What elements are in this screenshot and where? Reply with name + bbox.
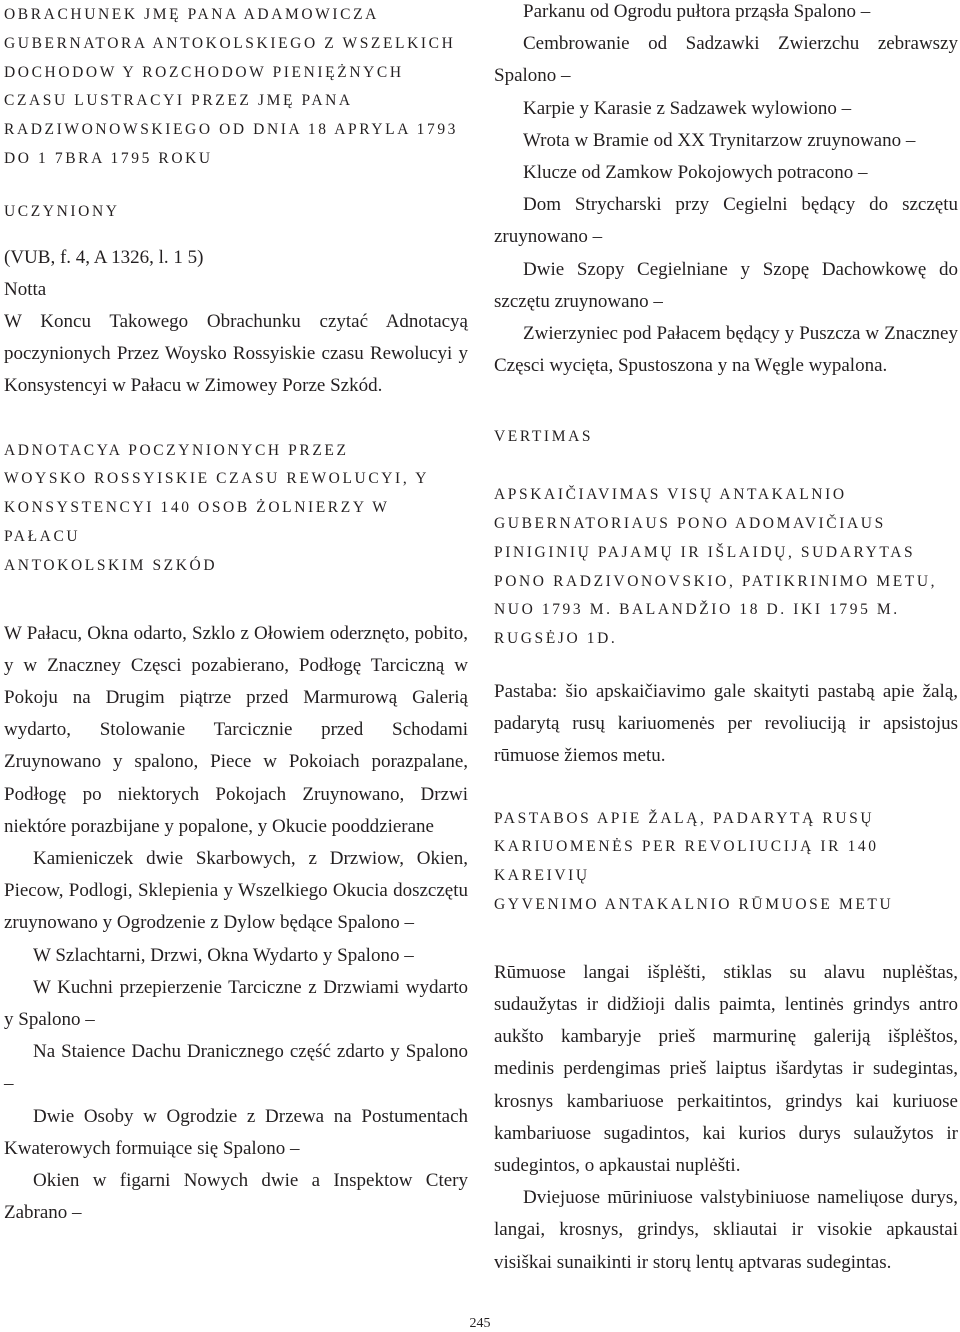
translation-title: [494, 481, 958, 654]
damage-entry: Na Staience Dachu Dranicznego część zdarto y Spalono –: [4, 1041, 468, 1095]
damage-entry: Karpie y Karasie z Sadzawek wylowiono –: [523, 97, 852, 119]
damage-entry: W Szlachtarni, Drzwi, Okna Wydarto y Spalono –: [33, 944, 414, 966]
translation-title-line: NUO 1793 M. BALANDŽIO 18 D. IKI 1795 M.: [494, 601, 900, 619]
damage-paragraph: W Pałacu, Okna odarto, Szklo z Ołowiem oderznęto, pobito, y w Znaczney Częsci pozabierano, Podłogę Tarciczną w Pokoju na Drugim piątrze przed Marmurową Galerią wydarto, Stolowanie Tarcicznie przed Schodami Zruynowano y spalono, Piece w Pokoiach porazpalane, Podłogę po niektorych Pokojach Zruynowano, Drzwi niektóre porazbijane y popalone, y Okucie pooddzierane: [4, 622, 468, 837]
left-column: [4, 0, 468, 1229]
title-line: RADZIWONOWSKIEGO OD DNIA 18 APRYLA 1793: [4, 121, 459, 139]
damage-entry: Parkanu od Ogrodu pułtora prząsła Spalono –: [523, 1, 871, 22]
damage-entry: Zwierzyniec pod Pałacem będący y Puszcza w Znaczney Częsci wycięta, Spustoszona y na Węgle wypalona.: [494, 323, 958, 377]
translation-section-heading: [494, 805, 958, 920]
translation-heading-line: GYVENIMO ANTAKALNIO RŪMUOSE METU: [494, 896, 894, 914]
translation-title-line: PINIGINIŲ PAJAMŲ IR IŠLAIDŲ, SUDARYTAS: [494, 543, 916, 561]
section-heading-line: ADNOTACYA POCZYNIONYCH PRZEZ: [4, 441, 349, 459]
document-title: [4, 0, 468, 227]
title-line: GUBERNATORA ANTOKOLSKIEGO Z WSZELKICH: [4, 34, 456, 52]
translation-title-line: APSKAIČIAVIMAS VISŲ ANTAKALNIO: [494, 486, 847, 504]
archive-reference: (VUB, f. 4, A 1326, l. 1 5): [4, 246, 204, 268]
notta-label: Notta: [4, 278, 47, 300]
damage-entry: Dwie Szopy Cegielniane y Szopę Dachowkowę do szczętu zruynowano –: [494, 258, 958, 312]
translation-title-line: GUBERNATORIAUS PONO ADOMAVIČIAUS: [494, 515, 886, 533]
damage-entry: Klucze od Zamkow Pokojowych potracono –: [523, 162, 868, 184]
page-number: 245: [469, 1316, 491, 1331]
section-heading-line: WOYSKO ROSSYISKIE CZASU REWOLUCYI, Y: [4, 470, 429, 488]
title-tail: UCZYNIONY: [4, 202, 120, 220]
section-heading-line: KONSYSTENCYI 140 OSOB ŻOLNIERZY W PAŁACU: [4, 499, 390, 545]
damage-entry: Cembrowanie od Sadzawki Zwierzchu zebrawszy Spalono –: [494, 33, 958, 87]
title-line: CZASU LUSTRACYI PRZEZ JMĘ PANA: [4, 92, 353, 110]
translation-title-line: RUGSĖJO 1D.: [494, 630, 618, 648]
title-line: DO 1 7BRA 1795 ROKU: [4, 149, 213, 167]
damage-entry: Okien w figarni Nowych dwie a Inspektow Ctery Zabrano –: [4, 1170, 468, 1224]
translation-paragraph: Rūmuose langai išplėšti, stiklas su alavu nuplėštas, sudaužytas ir didžioji dalis paimta, lentinės grindys antro aukšto kambaryje prieš marmurinę galeriją išplėštos, medinis perdengimas prieš laiptus išardytas ir sudegintas, krosnys kambariuose perkaitintos, grindys kai kuriuose kambariuose sugadintos, kai kurios durys sulaužytos ir sudegintos, o apkaustai nuplėšti.: [494, 961, 958, 1177]
title-line: OBRACHUNEK JMĘ PANA ADAMOWICZA: [4, 6, 379, 23]
damage-entry: Wrota w Bramie od XX Trynitarzow zruynowano –: [523, 129, 916, 151]
translation-heading-line: PASTABOS APIE ŽALĄ, PADARYTĄ RUSŲ: [494, 809, 875, 827]
translation-label: VERTIMAS: [494, 428, 594, 446]
section-heading: [4, 437, 468, 581]
damage-entry: W Kuchni przepierzenie Tarciczne z Drzwiami wydarto y Spalono –: [4, 976, 468, 1031]
title-line: DOCHODOW Y ROZCHODOW PIENIĘŻNYCH: [4, 63, 404, 81]
translation-note: Pastaba: šio apskaičiavimo gale skaityti pastabą apie žalą, padarytą rusų kariuomenės per revoliuciją ir apsistojus rūmuose žiemos metu.: [494, 681, 958, 767]
translation-paragraph: Dviejuose mūriniuose valstybiniuose nameliųose durys, langai, krosnys, grindys, skliautai ir visokie apkaustai visiškai sunaikinti ir storų lentų aptvaras sudegintas.: [494, 1187, 958, 1273]
section-heading-line: ANTOKOLSKIM SZKÓD: [4, 556, 218, 574]
damage-entry: Dwie Osoby w Ogrodzie z Drzewa na Postumentach Kwaterowych formuiące się Spalono –: [4, 1105, 468, 1159]
translation-heading-line: KARIUOMENĖS PER REVOLIUCIJĄ IR 140 KAREIVIŲ: [494, 838, 879, 885]
damage-entries-continued: [494, 0, 958, 382]
translation-title-line: PONO RADZIVONOVSKIO, PATIKRINIMO METU,: [494, 572, 938, 590]
notta-text: W Koncu Takowego Obrachunku czytać Adnotacyą poczynionych Przez Woysko Rossyiskie czasu Rewolucyi y Konsystencyi w Pałacu w Zimowey Porze Szkód.: [4, 310, 468, 397]
damage-entry: Dom Strycharski przy Cegielni będący do szczętu zruynowano –: [494, 194, 958, 248]
right-column: [494, 0, 958, 1279]
damage-entry: Kamieniczek dwie Skarbowych, z Drzwiow, Okien, Piecow, Podlogi, Sklepienia y Wszelkiego Okucia doszczętu zruynowano y Ogrodzenie z Dylow będące Spalono –: [4, 848, 468, 934]
